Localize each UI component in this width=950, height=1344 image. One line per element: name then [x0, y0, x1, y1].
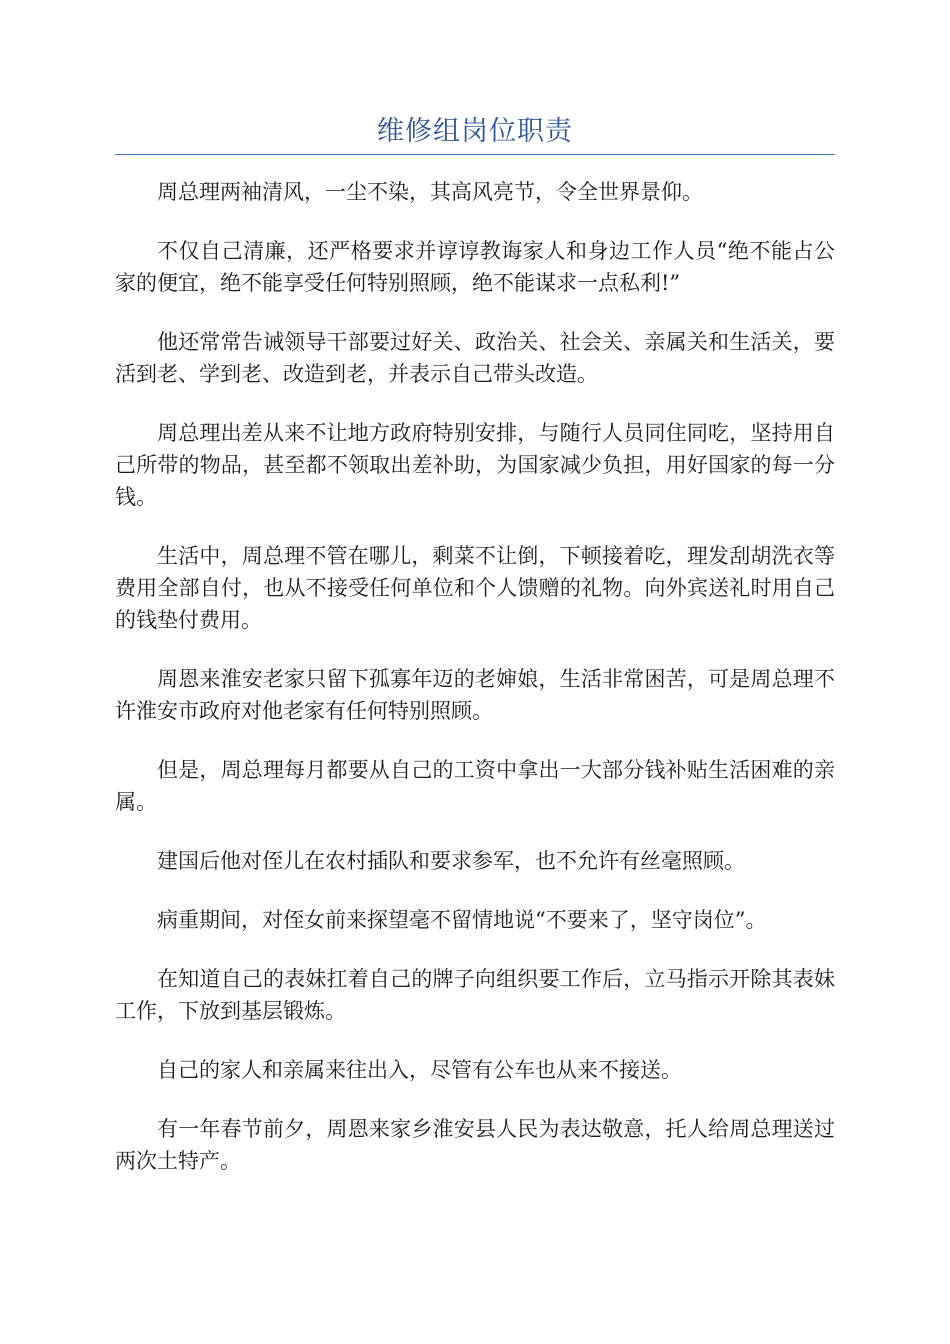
paragraph: 建国后他对侄儿在农村插队和要求参军，也不允许有丝毫照顾。: [157, 849, 745, 873]
document-title: 维修组岗位职责: [377, 116, 573, 147]
paragraph: 生活中，周总理不管在哪儿，剩菜不让倒，下顿接着吃，理发刮胡洗衣等费用全部自付，也从不接受任何单位和个人馈赠的礼物。向外宾送礼时用自己的钱垫付费用。: [115, 544, 835, 632]
paragraph: 周恩来淮安老家只留下孤寡年迈的老婶娘，生活非常困苦，可是周总理不许淮安市政府对他老家有任何特别照顾。: [115, 667, 835, 723]
paragraph: 他还常常告诫领导干部要过好关、政治关、社会关、亲属关和生活关，要活到老、学到老、改造到老，并表示自己带头改造。: [115, 330, 835, 386]
paragraph: 有一年春节前夕，周恩来家乡淮安县人民为表达敬意，托人给周总理送过两次土特产。: [115, 1117, 835, 1173]
paragraph: 周总理两袖清风，一尘不染，其高风亮节，令全世界景仰。: [157, 180, 703, 204]
document-body: [115, 176, 835, 1204]
paragraph: 但是，周总理每月都要从自己的工资中拿出一大部分钱补贴生活困难的亲属。: [115, 758, 835, 814]
paragraph: 病重期间，对侄女前来探望毫不留情地说“不要来了，坚守岗位”。: [157, 908, 767, 932]
paragraph: 在知道自己的表妹扛着自己的牌子向组织要工作后，立马指示开除其表妹工作，下放到基层锻炼。: [115, 967, 835, 1023]
title-underline: [115, 154, 835, 155]
paragraph: 自己的家人和亲属来往出入，尽管有公车也从来不接送。: [157, 1058, 682, 1082]
paragraph: 周总理出差从来不让地方政府特别安排，与随行人员同住同吃，坚持用自己所带的物品，甚至都不领取出差补助，为国家减少负担，用好国家的每一分钱。: [115, 421, 835, 509]
paragraph: 不仅自己清廉，还严格要求并谆谆教诲家人和身边工作人员“绝不能占公家的便宜，绝不能享受任何特别照顾，绝不能谋求一点私利!”: [115, 239, 835, 295]
